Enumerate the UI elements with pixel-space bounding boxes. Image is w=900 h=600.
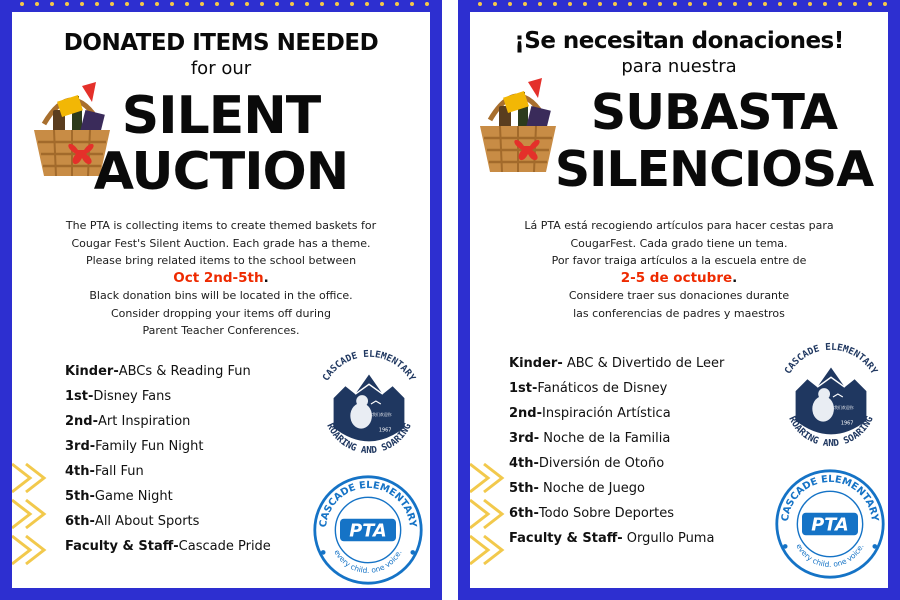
cascade-elementary-logo xyxy=(310,345,428,463)
dot-decoration xyxy=(568,2,572,6)
dot-decoration xyxy=(200,2,204,6)
description-line: las conferencias de padres y maestros xyxy=(573,306,785,320)
grade-label: 6th- xyxy=(509,506,539,521)
grade-theme: ABCs & Reading Fun xyxy=(118,364,251,379)
dot-decoration xyxy=(110,2,114,6)
grade-theme: Noche de la Familia xyxy=(539,431,671,446)
dot-decoration xyxy=(80,2,84,6)
grade-theme: Game Night xyxy=(94,489,173,504)
cascade-elementary-logo xyxy=(772,338,890,456)
dot-decoration xyxy=(365,2,369,6)
english-flyer xyxy=(0,0,442,600)
grade-label: 1st- xyxy=(509,381,538,396)
dot-decoration xyxy=(185,2,189,6)
dot-decoration xyxy=(410,2,414,6)
grade-label: 1st- xyxy=(65,389,94,404)
dot-decoration xyxy=(65,2,69,6)
grade-item xyxy=(509,506,724,531)
dot-decoration xyxy=(215,2,219,6)
dot-decoration xyxy=(673,2,677,6)
chevron-decoration-icon xyxy=(12,456,48,576)
grade-item xyxy=(65,389,271,414)
dot-decoration xyxy=(493,2,497,6)
grade-item xyxy=(65,514,271,539)
description-line: Black donation bins will be located in the office. xyxy=(89,289,353,302)
pta-mark: PTA xyxy=(811,515,849,536)
grade-item xyxy=(65,464,271,489)
date-period: . xyxy=(263,269,269,286)
headline-top: DONATED ITEMS NEEDED xyxy=(63,30,379,56)
headline-top: ¡Se necesitan donaciones! xyxy=(514,28,844,54)
grade-label: 3rd- xyxy=(65,439,96,454)
logo-year: 1967 xyxy=(840,420,854,427)
dotted-border-decoration xyxy=(470,2,888,12)
description-text xyxy=(470,217,888,322)
grade-label: Kinder- xyxy=(65,364,119,379)
grade-label: 6th- xyxy=(65,514,95,529)
dot-decoration xyxy=(260,2,264,6)
date-line xyxy=(12,270,430,288)
grade-label: 2nd- xyxy=(509,406,543,421)
date-line xyxy=(470,270,888,288)
pta-arc-text: CASCADE ELEMENTARY xyxy=(317,479,419,529)
dot-decoration xyxy=(20,2,24,6)
dot-decoration xyxy=(793,2,797,6)
grade-theme: ABC & Divertido de Leer xyxy=(562,356,725,371)
grade-theme-list xyxy=(509,356,724,556)
dot-decoration xyxy=(523,2,527,6)
dot-decoration xyxy=(350,2,354,6)
svg-text:我们欢迎你: 我们欢迎你 xyxy=(371,411,392,417)
grade-theme: Disney Fans xyxy=(93,389,172,404)
description-line: Please bring related items to the school between xyxy=(85,254,357,267)
dot-decoration xyxy=(395,2,399,6)
flyer-paper xyxy=(470,12,888,588)
grade-label: 5th- xyxy=(509,481,539,496)
grade-theme-list xyxy=(65,364,271,564)
dot-decoration xyxy=(425,2,429,6)
headline-title-line1: SUBASTA xyxy=(590,84,838,141)
dot-decoration xyxy=(718,2,722,6)
grade-item xyxy=(509,356,724,381)
grade-label: 4th- xyxy=(509,456,539,471)
donation-dates: Oct 2nd-5th xyxy=(173,269,264,286)
logo-year: 1967 xyxy=(378,427,392,434)
pta-mark: PTA xyxy=(349,521,387,542)
headline-title-line1: SILENT xyxy=(121,86,321,146)
dot-decoration xyxy=(778,2,782,6)
donation-dates: 2-5 de octubre xyxy=(620,269,733,286)
dot-decoration xyxy=(155,2,159,6)
grade-item xyxy=(65,439,271,464)
description-line: Considere traer sus donaciones durante xyxy=(568,289,790,302)
flyer-paper xyxy=(12,12,430,588)
dot-decoration xyxy=(245,2,249,6)
description-line: Cougar Fest's Silent Auction. Each grade has a theme. xyxy=(71,236,371,250)
chevron-decoration-icon xyxy=(470,456,506,576)
dot-decoration xyxy=(883,2,887,6)
dot-decoration xyxy=(305,2,309,6)
grade-item xyxy=(509,431,724,456)
logo-motto-text: ROARING AND SOARING xyxy=(786,414,876,450)
dot-decoration xyxy=(50,2,54,6)
grade-label: 4th- xyxy=(65,464,95,479)
dot-decoration xyxy=(808,2,812,6)
headline-sub: for our xyxy=(190,58,252,79)
dot-decoration xyxy=(478,2,482,6)
grade-label: 5th- xyxy=(65,489,95,504)
grade-item xyxy=(509,481,724,506)
grade-item xyxy=(509,381,724,406)
dot-decoration xyxy=(35,2,39,6)
logo-arc-text: CASCADE ELEMENTARY xyxy=(782,341,880,377)
date-period: . xyxy=(732,269,738,286)
pta-motto-text: every child. one voice. xyxy=(332,548,404,575)
dot-decoration xyxy=(125,2,129,6)
description-text xyxy=(12,217,430,340)
description-line: CougarFest. Cada grado tiene un tema. xyxy=(570,236,788,250)
spanish-flyer xyxy=(458,0,900,600)
grade-label: Faculty & Staff- xyxy=(65,539,179,554)
svg-text:我们欢迎你: 我们欢迎你 xyxy=(833,404,854,410)
description-line: Por favor traiga artículos a la escuela entre de xyxy=(551,254,807,267)
pta-logo xyxy=(312,474,424,586)
grade-label: Kinder- xyxy=(509,356,563,371)
headline-title-line2: AUCTION xyxy=(93,142,349,202)
dot-decoration xyxy=(95,2,99,6)
pta-motto-text: every child. one voice. xyxy=(794,542,866,569)
dot-decoration xyxy=(230,2,234,6)
dot-decoration xyxy=(170,2,174,6)
logo-motto-text: ROARING AND SOARING xyxy=(324,421,414,457)
grade-label: 3rd- xyxy=(509,431,540,446)
grade-theme: Noche de Juego xyxy=(538,481,645,496)
description-line: The PTA is collecting items to create themed baskets for xyxy=(65,219,377,232)
grade-item xyxy=(509,406,724,431)
headline-sub: para nuestra xyxy=(621,56,737,77)
dot-decoration xyxy=(733,2,737,6)
dot-decoration xyxy=(320,2,324,6)
grade-theme: Family Fun Night xyxy=(95,439,204,454)
dot-decoration xyxy=(703,2,707,6)
description-line: Lá PTA está recogiendo artículos para hacer cestas para xyxy=(524,219,834,232)
dot-decoration xyxy=(613,2,617,6)
grade-item xyxy=(509,456,724,481)
grade-theme: Cascade Pride xyxy=(178,539,271,554)
grade-theme: Orgullo Puma xyxy=(622,531,715,546)
grade-theme: Todo Sobre Deportes xyxy=(538,506,675,521)
dot-decoration xyxy=(823,2,827,6)
dot-decoration xyxy=(538,2,542,6)
grade-theme: Fall Fun xyxy=(94,464,144,479)
dot-decoration xyxy=(598,2,602,6)
dot-decoration xyxy=(643,2,647,6)
grade-theme: Art Inspiration xyxy=(98,414,191,429)
grade-item xyxy=(65,364,271,389)
dot-decoration xyxy=(853,2,857,6)
headline-title-line2: SILENCIOSA xyxy=(554,141,874,198)
grade-theme: Inspiración Artística xyxy=(542,406,671,421)
pta-arc-text: CASCADE ELEMENTARY xyxy=(779,473,881,523)
grade-item xyxy=(65,489,271,514)
dot-decoration xyxy=(380,2,384,6)
dot-decoration xyxy=(628,2,632,6)
logo-arc-text: CASCADE ELEMENTARY xyxy=(320,348,418,384)
description-line: Parent Teacher Conferences. xyxy=(142,324,300,337)
dot-decoration xyxy=(868,2,872,6)
grade-label: 2nd- xyxy=(65,414,99,429)
dot-decoration xyxy=(140,2,144,6)
dot-decoration xyxy=(290,2,294,6)
grade-item xyxy=(65,414,271,439)
grade-theme: Fanáticos de Disney xyxy=(537,381,668,396)
grade-theme: Diversión de Otoño xyxy=(538,456,665,471)
grade-label: Faculty & Staff- xyxy=(509,531,623,546)
dot-decoration xyxy=(553,2,557,6)
dot-decoration xyxy=(688,2,692,6)
dot-decoration xyxy=(275,2,279,6)
description-line: Consider dropping your items off during xyxy=(110,306,331,320)
grade-item xyxy=(509,531,724,556)
grade-theme: All About Sports xyxy=(94,514,200,529)
dot-decoration xyxy=(658,2,662,6)
dot-decoration xyxy=(838,2,842,6)
pta-logo xyxy=(774,468,886,580)
dotted-border-decoration xyxy=(12,2,430,12)
dot-decoration xyxy=(335,2,339,6)
dot-decoration xyxy=(583,2,587,6)
dot-decoration xyxy=(508,2,512,6)
dot-decoration xyxy=(763,2,767,6)
grade-item xyxy=(65,539,271,564)
dot-decoration xyxy=(748,2,752,6)
